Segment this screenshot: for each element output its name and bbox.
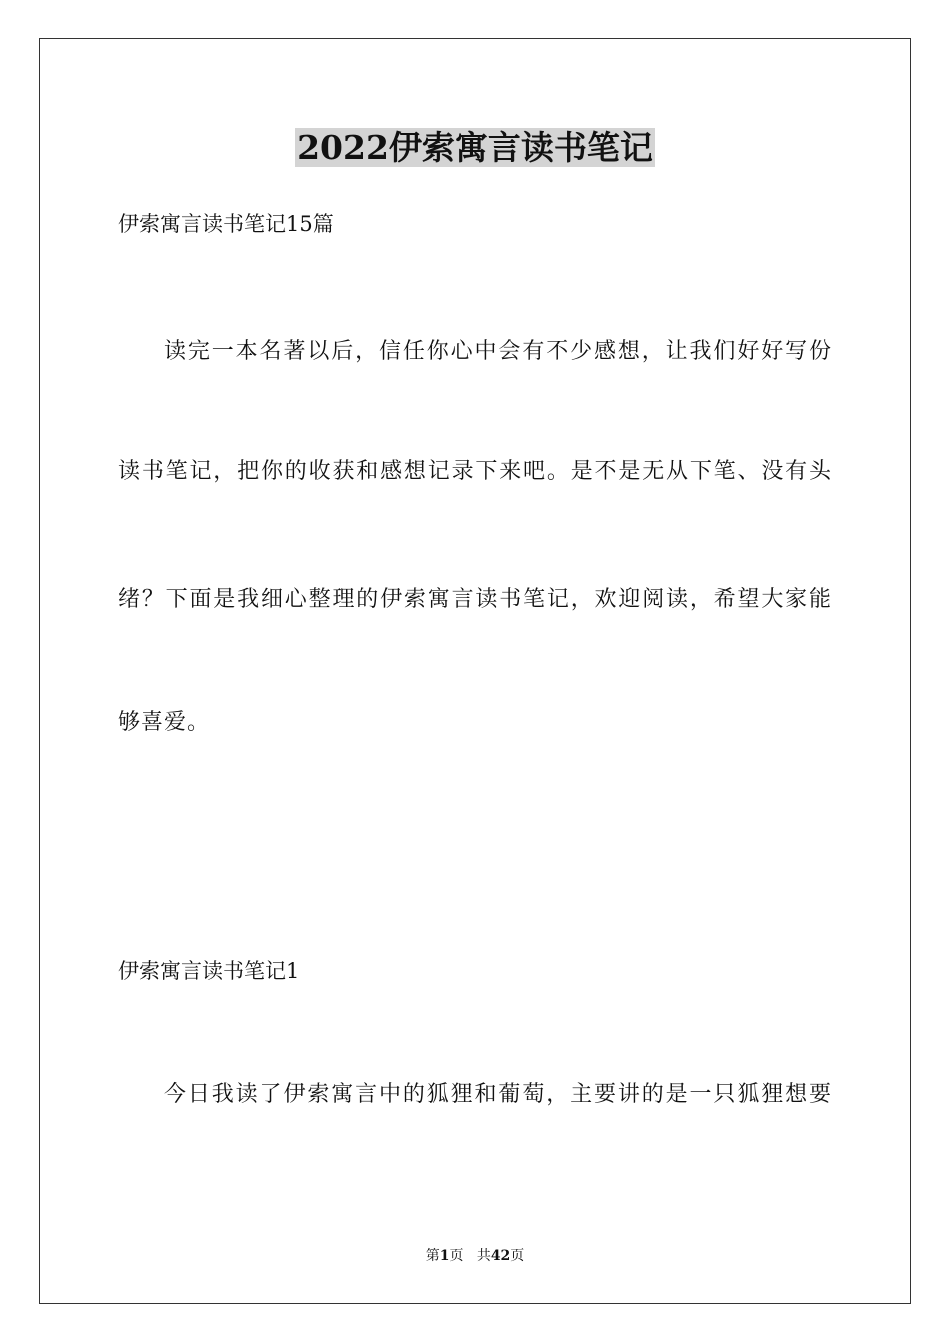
- footer-total-pages: 42: [490, 1248, 511, 1264]
- intro-line-2: 读书笔记，把你的收获和感想记录下来吧。是不是无从下笔、没有头: [118, 459, 832, 484]
- document-title: [0, 128, 950, 168]
- footer-total-prefix: 共: [476, 1248, 491, 1264]
- footer-page-prefix: 第: [425, 1248, 440, 1264]
- page-footer: [0, 1247, 950, 1265]
- intro-line-3: 绪？下面是我细心整理的伊索寓言读书笔记，欢迎阅读，希望大家能: [118, 587, 832, 612]
- footer-page-number: 1: [439, 1248, 450, 1264]
- section-line-1: 今日我读了伊索寓言中的狐狸和葡萄，主要讲的是一只狐狸想要: [164, 1082, 832, 1107]
- intro-line-1: 读完一本名著以后，信任你心中会有不少感想，让我们好好写份: [164, 339, 832, 364]
- intro-line-4: 够喜爱。: [118, 710, 211, 735]
- footer-total-suffix: 页: [510, 1248, 525, 1264]
- document-subtitle: 伊索寓言读书笔记15篇: [118, 212, 334, 236]
- section-heading: 伊索寓言读书笔记1: [118, 959, 300, 983]
- document-title-text: 2022伊索寓言读书笔记: [297, 128, 653, 167]
- footer-page-suffix: 页: [449, 1248, 464, 1264]
